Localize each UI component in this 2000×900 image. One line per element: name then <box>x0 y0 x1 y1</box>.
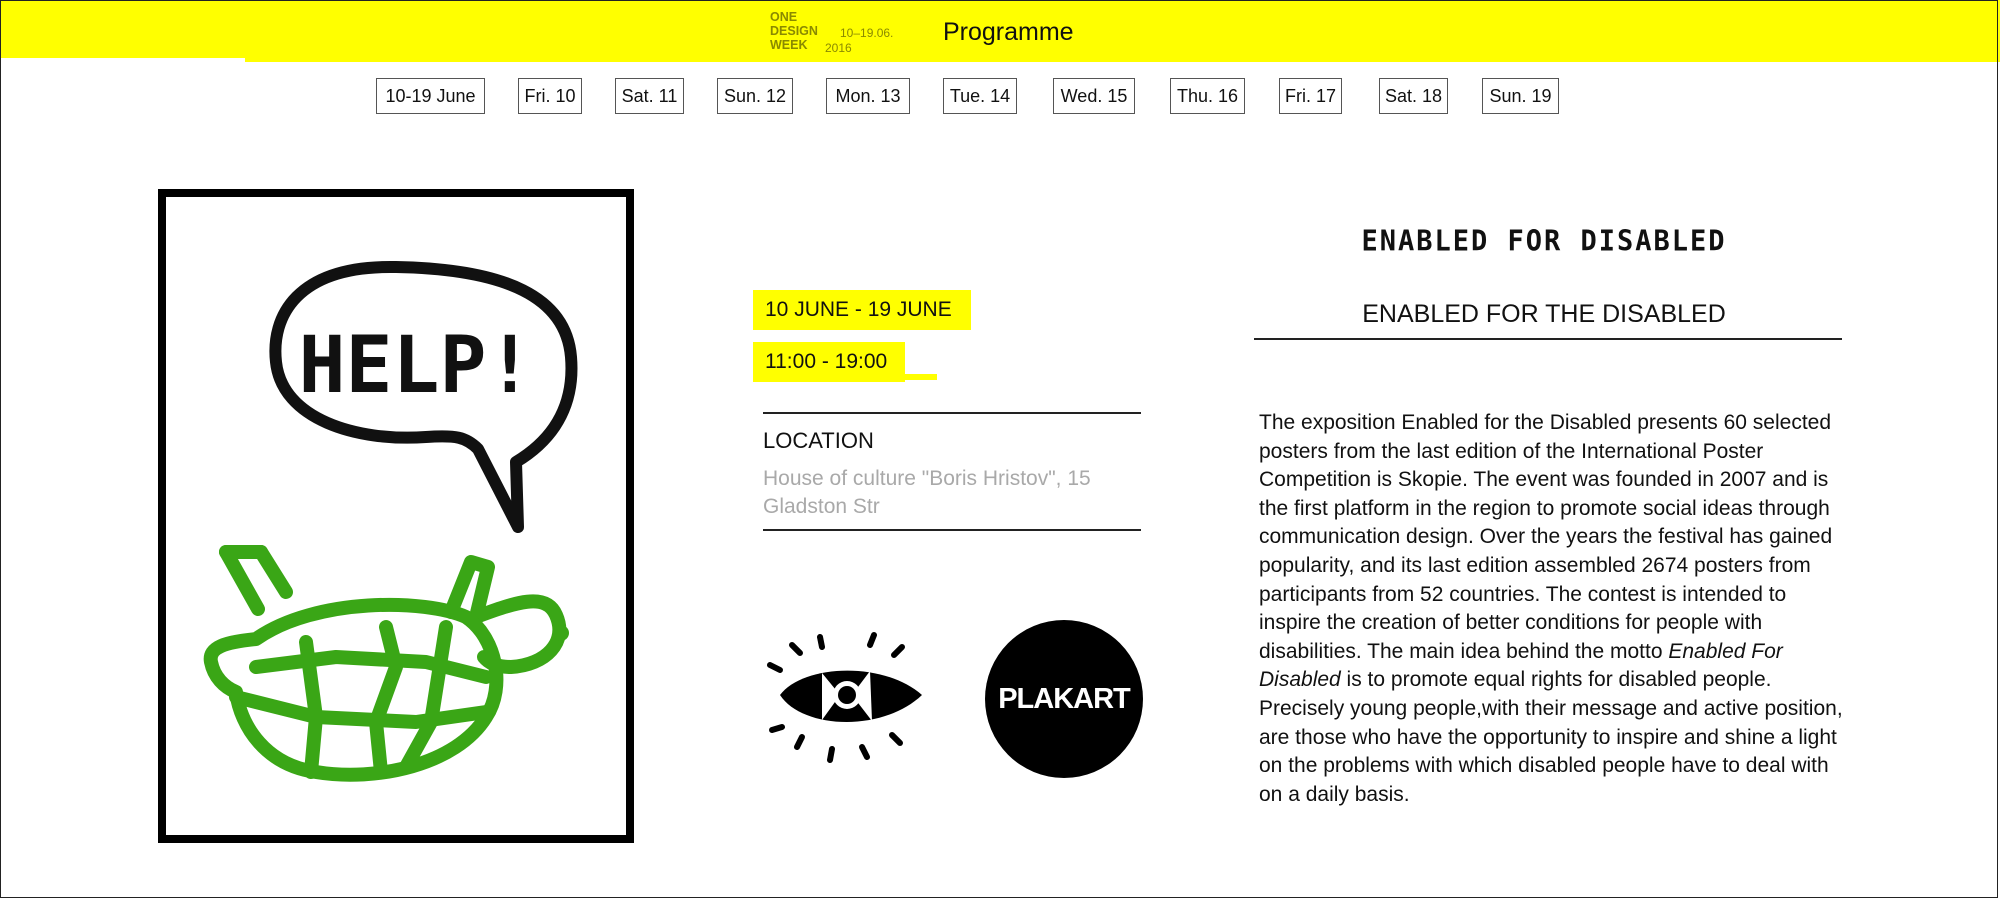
day-tab-fri-10[interactable]: Fri. 10 <box>518 78 582 114</box>
plakart-logo-text: PLAKART <box>998 682 1130 715</box>
day-tab-fri-17[interactable]: Fri. 17 <box>1279 78 1342 114</box>
day-tab-wed-15[interactable]: Wed. 15 <box>1053 78 1135 114</box>
event-time: 11:00 - 19:00 <box>753 342 905 382</box>
location-bottom-rule <box>763 529 1141 531</box>
description-part-2: is to promote equal rights for disabled people. Precisely young people,with their message and active position, are those who have the opportunity to inspire and shine a light on the problems with which disabled people have to deal with on a daily basis. <box>1259 668 1843 806</box>
logo-line-week: WEEK <box>770 38 808 52</box>
location-value: House of culture "Boris Hristov", 15 Gladston Str <box>763 467 1091 518</box>
event-date: 10 JUNE - 19 JUNE <box>753 290 971 330</box>
turtle-eye <box>553 625 569 641</box>
top-bar-underline <box>245 56 2000 62</box>
event-title: ENABLED FOR THE DISABLED <box>1362 300 1726 328</box>
poster-illustration <box>166 197 626 835</box>
eye-logo[interactable] <box>762 625 932 775</box>
day-tab-sun-12[interactable]: Sun. 12 <box>717 78 793 114</box>
one-design-week-logo[interactable] <box>770 10 900 56</box>
logo-name <box>770 10 818 52</box>
page-title[interactable]: Programme <box>943 18 1074 46</box>
title-underline <box>1254 338 1842 340</box>
description-motto: Enabled For Disabled <box>1259 639 1783 692</box>
event-poster <box>158 189 634 843</box>
plakart-logo[interactable] <box>985 620 1143 778</box>
time-highlight-tail <box>905 374 937 380</box>
day-tab-sun-19[interactable]: Sun. 19 <box>1482 78 1559 114</box>
location-label: LOCATION <box>763 428 874 453</box>
turtle-drawing <box>211 552 560 775</box>
location-top-rule <box>763 412 1141 414</box>
day-tab-sat-11[interactable]: Sat. 11 <box>615 78 684 114</box>
logo-line-one: ONE <box>770 10 798 24</box>
logo-year: 2016 <box>825 41 852 55</box>
description-part-1: The exposition Enabled for the Disabled presents 60 selected posters from the last edition of the International Poster Competition is Skopie. The event was founded in 2007 and is the first platform in the region to promote social ideas through communication design. Over the years the festival has gained popularity, and its last edition assembled 2674 posters from participants from 52 countries. The contest is intended to inspire the creation of better conditions for people with disabilities. The main idea behind the motto <box>1259 411 1833 663</box>
speech-text: HELP! <box>298 321 534 411</box>
eye-icon <box>762 625 932 775</box>
hand-lettered-title: ENABLED FOR DISABLED <box>1361 225 1727 258</box>
logo-dates: 10–19.06. <box>840 26 894 40</box>
event-description <box>1259 409 1849 809</box>
day-tab-all[interactable]: 10-19 June <box>376 78 485 114</box>
day-tab-thu-16[interactable]: Thu. 16 <box>1170 78 1245 114</box>
day-tab-sat-18[interactable]: Sat. 18 <box>1379 78 1448 114</box>
day-tab-tue-14[interactable]: Tue. 14 <box>943 78 1017 114</box>
day-tab-mon-13[interactable]: Mon. 13 <box>826 78 910 114</box>
logo-line-design: DESIGN <box>770 24 818 38</box>
